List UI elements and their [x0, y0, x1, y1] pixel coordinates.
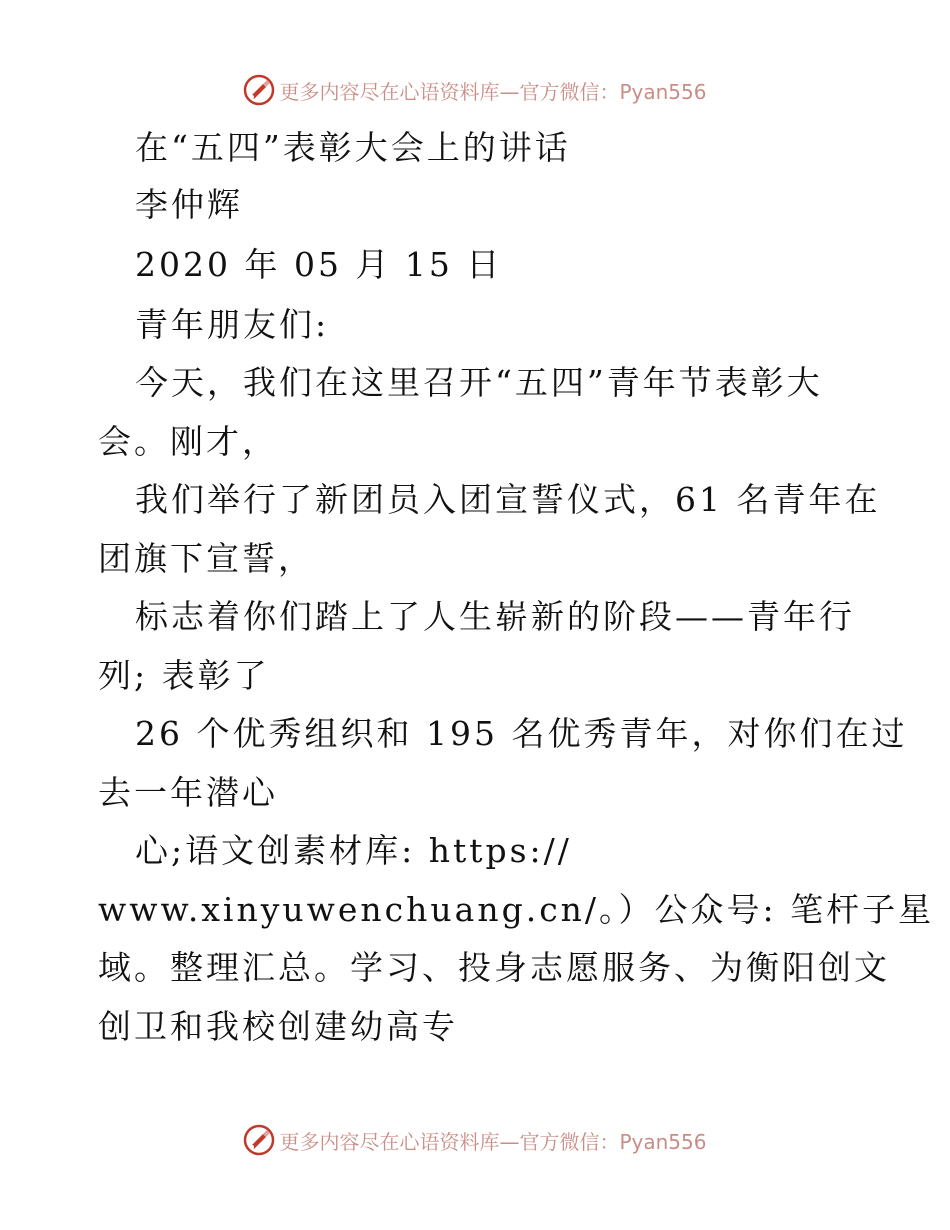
paragraph-line: 去一年潜心	[98, 773, 278, 812]
pen-logo-icon	[243, 1124, 275, 1156]
header-banner	[0, 70, 950, 110]
paragraph-line: 列; 表彰了	[98, 656, 270, 695]
paragraph-line: 创卫和我校创建幼高专	[98, 1007, 458, 1046]
document-author: 李仲辉	[135, 185, 243, 224]
paragraph-line: 我们举行了新团员入团宣誓仪式，61 名青年在	[135, 480, 881, 519]
banner-text: 更多内容尽在心语资料库—官方微信：Pyan556	[279, 79, 707, 104]
paragraph-line: 26 个优秀组织和 195 名优秀青年，对你们在过	[135, 714, 908, 753]
document-title: 在“五四”表彰大会上的讲话	[135, 128, 571, 167]
paragraph-line: 心;语文创素材库: https://	[135, 831, 572, 870]
paragraph-line: 标志着你们踏上了人生崭新的阶段——青年行	[135, 597, 855, 636]
banner-text: 更多内容尽在心语资料库—官方微信：Pyan556	[279, 1129, 707, 1154]
paragraph-line: 会。刚才，	[98, 422, 278, 461]
paragraph-line: 今天，我们在这里召开“五四”青年节表彰大	[135, 363, 823, 402]
footer-banner	[0, 1120, 950, 1160]
paragraph-line: 域。整理汇总。学习、投身志愿服务、为衡阳创文	[98, 948, 890, 987]
paragraph-line: www.xinyuwenchuang.cn/。）公众号: 笔杆子星	[98, 890, 935, 929]
paragraph-line: 青年朋友们:	[135, 305, 330, 344]
pen-logo-icon	[243, 74, 275, 106]
document-date: 2020 年 05 月 15 日	[135, 245, 503, 284]
paragraph-line: 团旗下宣誓，	[98, 539, 314, 578]
